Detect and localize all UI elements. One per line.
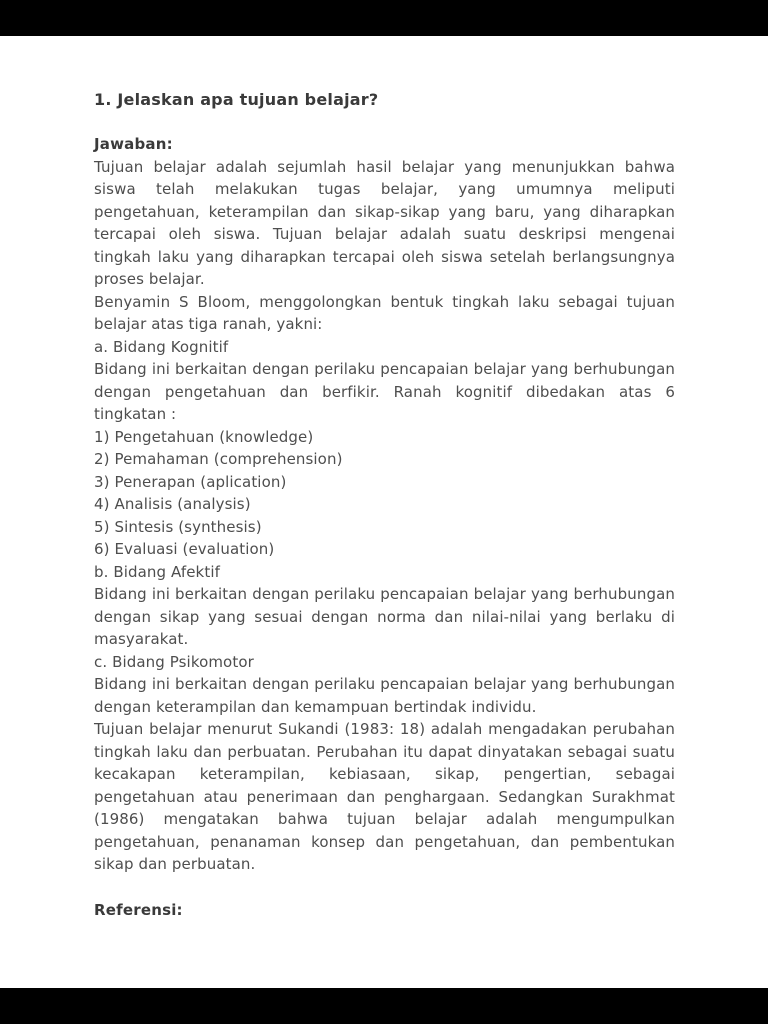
paragraph-sukandi: Tujuan belajar menurut Sukandi (1983: 18) adalah mengadakan perubahan tingkah laku dan perbuatan. Perubahan itu dapat dinyatakan sebagai suatu kecakapan keterampilan, kebiasaan, sikap, pengertian, sebagai pengetahuan atau penerimaan dan penghargaan. Sedangkan Surakhmat (1986) mengatakan bahwa tujuan belajar adalah mengumpulkan pengetahuan, penanaman konsep dan pengetahuan, dan pembentukan sikap dan perbuatan. <box>94 720 675 873</box>
list-item-comprehension: 2) Pemahaman (comprehension) <box>94 450 343 468</box>
list-item-knowledge: 1) Pengetahuan (knowledge) <box>94 427 314 446</box>
paragraph-kognitif: Bidang ini berkaitan dengan perilaku pencapaian belajar yang berhubungan dengan pengetahuan dan berfikir. Ranah kognitif dibedakan atas 6 tingkatan : <box>94 360 675 423</box>
list-item-evaluation: 6) Evaluasi (evaluation) <box>94 540 275 558</box>
question-heading: 1. Jelaskan apa tujuan belajar? <box>94 90 379 109</box>
paragraph-psikomotor: Bidang ini berkaitan dengan perilaku pencapaian belajar yang berhubungan dengan keterampilan dan kemampuan bertindak individu. <box>94 675 675 716</box>
section-c-heading: c. Bidang Psikomotor <box>94 652 254 671</box>
paragraph-definition: Tujuan belajar adalah sejumlah hasil belajar yang menunjukkan bahwa siswa telah melakukan tugas belajar, yang umumnya meliputi pengetahuan, keterampilan dan sikap-sikap yang baru, yang diharapkan tercapai oleh siswa. Tujuan belajar adalah suatu deskripsi mengenai tingkah laku yang diharapkan tercapai oleh siswa setelah berlangsungnya proses belajar. <box>94 157 675 288</box>
answer-label: Jawaban: <box>94 135 173 153</box>
paragraph-bloom: Benyamin S Bloom, menggolongkan bentuk tingkah laku sebagai tujuan belajar atas tiga ranah, yakni: <box>94 292 675 333</box>
list-item-application: 3) Penerapan (aplication) <box>94 472 287 491</box>
letterbox-top <box>0 0 768 36</box>
references-label: Referensi: <box>94 900 183 919</box>
letterbox-bottom <box>0 988 768 1024</box>
section-a-heading: a. Bidang Kognitif <box>94 337 229 356</box>
paragraph-afektif: Bidang ini berkaitan dengan perilaku pencapaian belajar yang berhubungan dengan sikap yang sesuai dengan norma dan nilai-nilai yang berlaku di masyarakat. <box>94 585 675 648</box>
list-item-synthesis: 5) Sintesis (synthesis) <box>94 517 262 536</box>
section-b-heading: b. Bidang Afektif <box>94 562 220 581</box>
document-page <box>0 36 768 988</box>
list-item-analysis: 4) Analisis (analysis) <box>94 495 251 513</box>
